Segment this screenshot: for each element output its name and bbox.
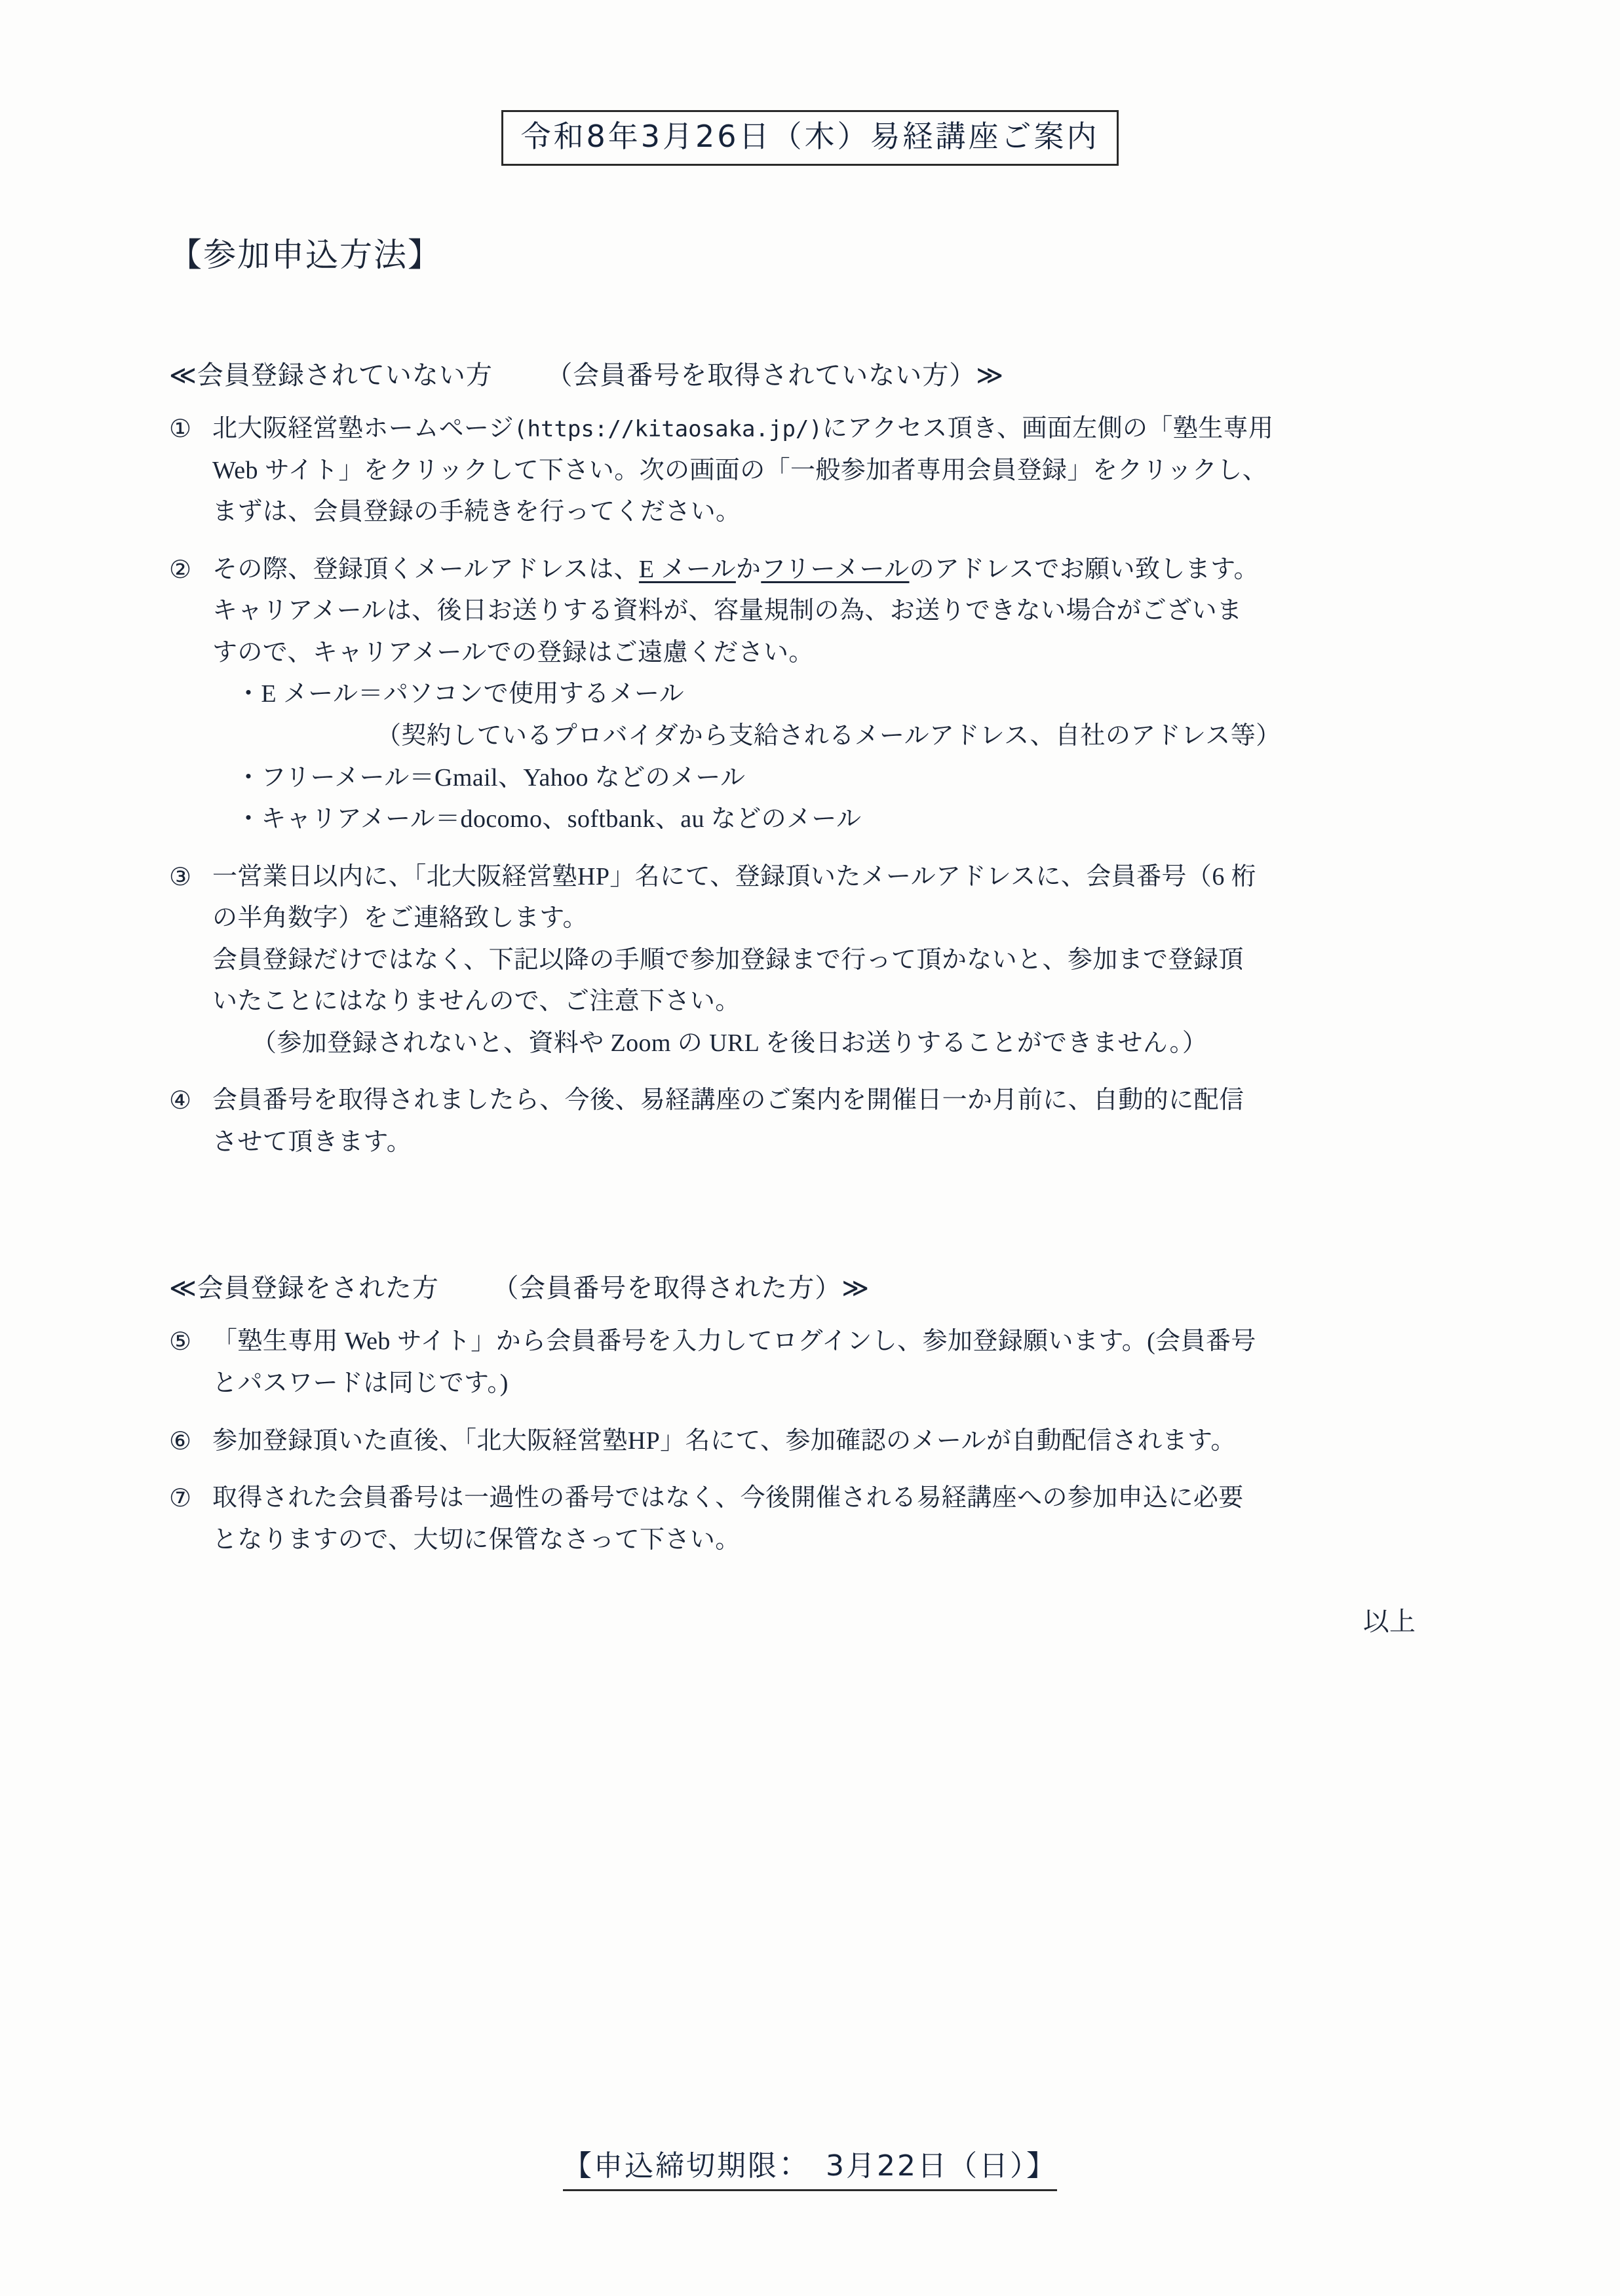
item-body <box>212 1081 1467 1162</box>
item-number: ⑤ <box>169 1327 192 1356</box>
item-line: の半角数字）をご連絡致します。 <box>212 904 588 932</box>
item-line: キャリアメールは、後日お送りする資料が、容量規制の為、お送りできない場合がございま <box>212 597 1243 625</box>
item-line: （参加登録されないと、資料や Zoom の URL を後日お送りすることができません。） <box>252 1029 1208 1057</box>
item-line: 「塾生専用 Web サイト」から会員番号を入力してログインし、参加登録願います。(会員番号 <box>212 1328 1256 1356</box>
item-subline: （契約しているプロバイダから支給されるメールアドレス、自社のアドレス等） <box>376 722 1281 750</box>
item-line: いたことにはなりませんので、ご注意下さい。 <box>212 987 741 1016</box>
item-body <box>212 1322 1467 1404</box>
item-number: ④ <box>169 1086 192 1115</box>
item-line: とパスワードは同じです。) <box>212 1369 509 1398</box>
item-subline: ・フリーメール＝Gmail、Yahoo などのメール <box>236 763 746 792</box>
group-heading-main-text: ≪会員登録されていない方 <box>169 360 493 391</box>
item-line: 参加登録頂いた直後、「北大阪経営塾HP」名にて、参加確認のメールが自動配信されます。 <box>212 1426 1236 1455</box>
list-item <box>169 550 1467 840</box>
group-heading-main-text: ≪会員登録をされた方 <box>169 1273 439 1304</box>
list-item <box>169 409 1467 533</box>
closing-text: 以上 <box>1363 1607 1416 1637</box>
item-number: ⑥ <box>169 1426 192 1455</box>
item-number: ② <box>169 554 192 584</box>
item-body <box>212 1478 1467 1560</box>
url-prefix-text: 北大阪経営塾ホームページ <box>212 415 514 443</box>
group-heading-non-members <box>169 354 1467 392</box>
list-item <box>169 1081 1467 1162</box>
list-item <box>169 1478 1467 1560</box>
url-suffix-text: にアクセス頂き、画面左側の「塾生専用 <box>822 415 1274 443</box>
section-heading: 【参加申込方法】 <box>169 236 442 275</box>
freemail-type-emphasis: フリーメール <box>761 555 910 583</box>
document-content <box>169 354 1467 1560</box>
group-heading-sub-text: （会員番号を取得された方）≫ <box>492 1273 870 1304</box>
website-url[interactable]: (https://kitaosaka.jp/) <box>514 416 822 443</box>
document-title-container <box>0 0 1620 166</box>
item-line: 会員番号を取得されましたら、今後、易経講座のご案内を開催日一か月前に、自動的に配信 <box>212 1086 1244 1115</box>
group-heading-sub-text: （会員番号を取得されていない方）≫ <box>546 360 1005 391</box>
group-heading-members <box>169 1267 1467 1305</box>
item-line: させて頂きます。 <box>212 1128 412 1156</box>
list-item <box>169 1421 1467 1462</box>
item-body <box>212 550 1467 840</box>
item-line: 会員登録だけではなく、下記以降の手順で参加登録まで行って頂かないと、参加まで登録頂 <box>212 946 1244 974</box>
list-item <box>169 1322 1467 1404</box>
footer-container <box>0 2142 1620 2191</box>
item-subline: ・キャリアメール＝docomo、softbank、au などのメール <box>236 805 862 833</box>
item-body <box>212 409 1467 533</box>
item-number: ① <box>169 414 192 444</box>
item-line: 取得された会員番号は一過性の番号ではなく、今後開催される易経講座への参加申込に必要 <box>212 1484 1244 1512</box>
item-number: ③ <box>169 862 192 891</box>
list-item <box>169 857 1467 1064</box>
item-line: まずは、会員登録の手続きを行ってください。 <box>212 498 741 526</box>
item-body <box>212 1421 1467 1462</box>
item-subline: ・E メール＝パソコンで使用するメール <box>236 680 685 708</box>
application-deadline: 【申込締切期限： 3月22日（日）】 <box>563 2142 1057 2191</box>
item-line: その際、登録頂くメールアドレスは、E メールかフリーメールのアドレスでお願い致します。 <box>212 555 1259 583</box>
item-line: Web サイト」をクリックして下さい。次の画面の「一般参加者専用会員登録」をクリックし、 <box>212 456 1268 484</box>
item-line: すので、キャリアメールでの登録はご遠慮ください。 <box>212 638 814 666</box>
item-line: 一営業日以内に、「北大阪経営塾HP」名にて、登録頂いたメールアドレスに、会員番号（6 桁 <box>212 862 1257 890</box>
item-body <box>212 857 1467 1064</box>
section-spacer <box>169 1162 1467 1189</box>
item-number: ⑦ <box>169 1483 192 1513</box>
document-title: 令和8年3月26日（木）易経講座ご案内 <box>501 110 1118 166</box>
item-line <box>212 409 1467 450</box>
item-line: となりますので、大切に保管なさって下さい。 <box>212 1525 741 1554</box>
email-type-emphasis: E メール <box>638 555 736 583</box>
